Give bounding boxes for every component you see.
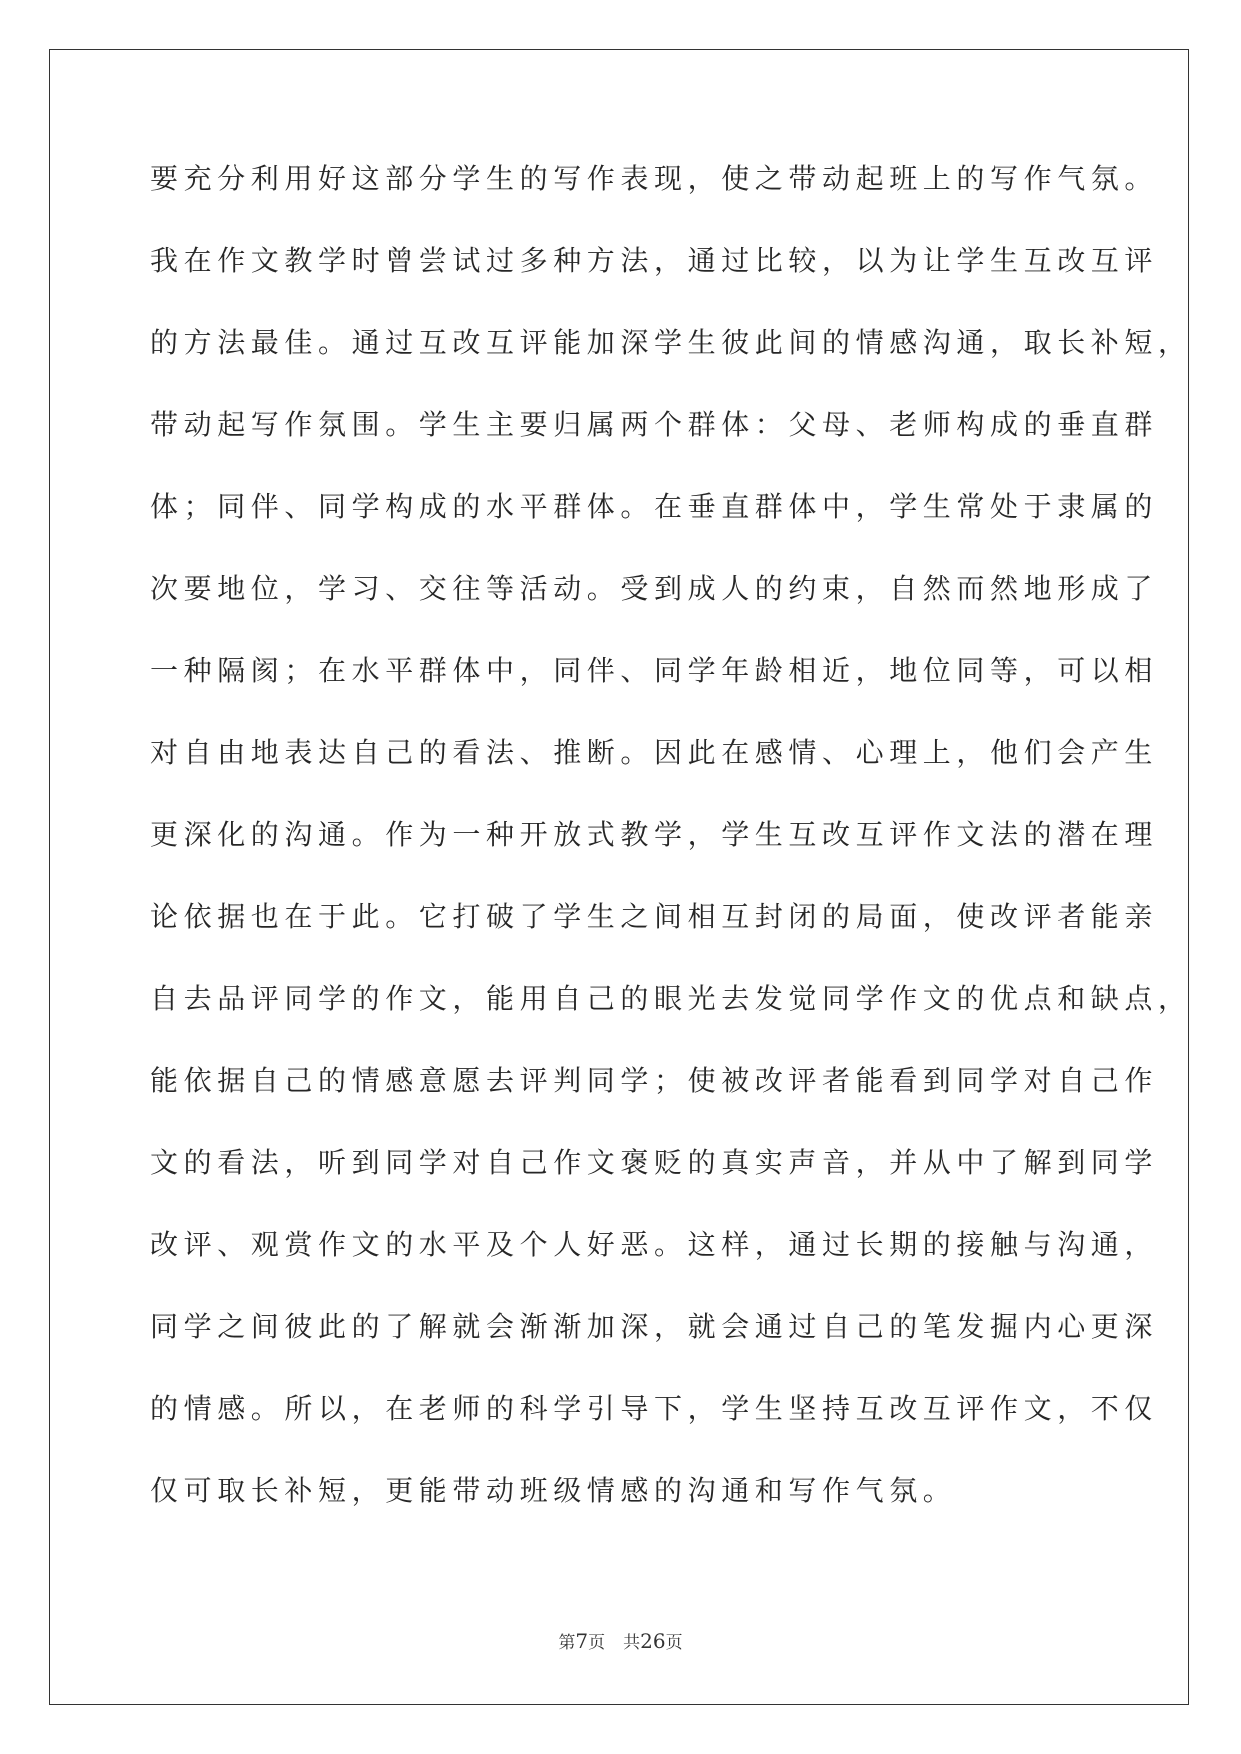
page-footer (0, 1628, 1241, 1653)
text-line: 同学之间彼此的了解就会渐渐加深，就会通过自己的笔发掘内心更深 (150, 1310, 1159, 1343)
text-line: 要充分利用好这部分学生的写作表现，使之带动起班上的写作气氛。 (150, 162, 1159, 195)
page-number: 7 (575, 1629, 589, 1653)
total-prefix: 共 (623, 1633, 641, 1653)
text-line: 体；同伴、同学构成的水平群体。在垂直群体中，学生常处于隶属的 (150, 490, 1159, 523)
text-line: 改评、观赏作文的水平及个人好恶。这样，通过长期的接触与沟通， (150, 1228, 1159, 1261)
text-line: 论依据也在于此。它打破了学生之间相互封闭的局面，使改评者能亲 (150, 900, 1159, 933)
total-pages: 26 (640, 1629, 666, 1653)
text-line: 更深化的沟通。作为一种开放式教学，学生互改互评作文法的潜在理 (150, 818, 1159, 851)
text-line: 仅可取长补短，更能带动班级情感的沟通和写作气氛。 (150, 1474, 957, 1507)
text-line: 能依据自己的情感意愿去评判同学；使被改评者能看到同学对自己作 (150, 1064, 1159, 1097)
text-line: 带动起写作氛围。学生主要归属两个群体：父母、老师构成的垂直群 (150, 408, 1159, 441)
text-line: 一种隔阂；在水平群体中，同伴、同学年龄相近，地位同等，可以相 (150, 654, 1159, 687)
text-line: 我在作文教学时曾尝试过多种方法，通过比较，以为让学生互改互评 (150, 244, 1159, 277)
page-prefix: 第 (558, 1633, 576, 1653)
text-line: 自去品评同学的作文，能用自己的眼光去发觉同学作文的优点和缺点， (150, 982, 1192, 1015)
total-suffix: 页 (665, 1633, 683, 1653)
page-suffix: 页 (588, 1633, 606, 1653)
text-line: 对自由地表达自己的看法、推断。因此在感情、心理上，他们会产生 (150, 736, 1159, 769)
text-line: 的方法最佳。通过互改互评能加深学生彼此间的情感沟通，取长补短， (150, 326, 1192, 359)
body-text (150, 158, 1192, 1552)
text-line: 次要地位，学习、交往等活动。受到成人的约束，自然而然地形成了 (150, 572, 1159, 605)
text-line: 的情感。所以，在老师的科学引导下，学生坚持互改互评作文，不仅 (150, 1392, 1159, 1425)
text-line: 文的看法，听到同学对自己作文褒贬的真实声音，并从中了解到同学 (150, 1146, 1159, 1179)
